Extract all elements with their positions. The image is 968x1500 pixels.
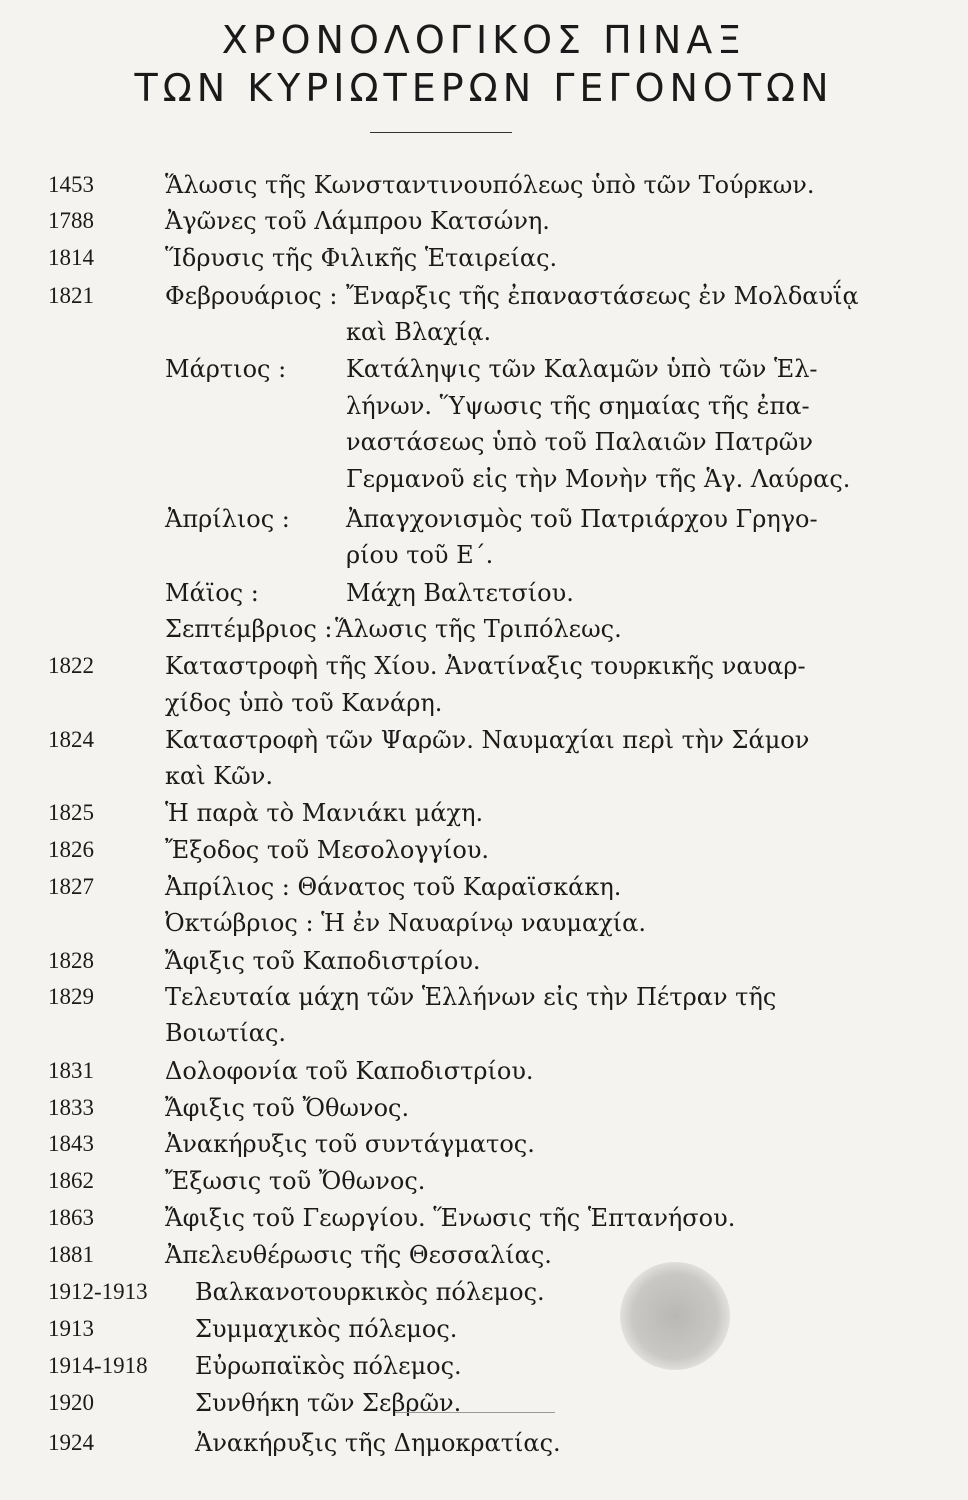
- entry-year: 1826: [48, 837, 94, 862]
- entry-text: Μάχη Βαλτετσίου.: [346, 579, 574, 607]
- entry-month: Φεβρουάριος :: [165, 282, 338, 310]
- entry-text: Ἵδρυσις τῆς Φιλικῆς Ἑταιρείας.: [165, 244, 558, 272]
- entry-text: Ἀνακήρυξις τῆς Δημοκρατίας.: [195, 1429, 561, 1457]
- entry-text: Ἔναρξις τῆς ἐπαναστάσεως ἐν Μολδαυΐᾳ: [346, 282, 859, 310]
- entry-text: Ἀγῶνες τοῦ Λάμπρου Κατσώνη.: [165, 207, 550, 235]
- title-divider: [370, 132, 512, 133]
- entry-text: Καταστροφὴ τῆς Χίου. Ἀνατίναξις τουρκικῆς ναυαρ-: [165, 652, 806, 680]
- bottom-divider: [395, 1412, 555, 1413]
- entry-text: Βαλκανοτουρκικὸς πόλεμος.: [195, 1278, 545, 1306]
- entry-year: 1920: [48, 1390, 94, 1415]
- entry-text: Εὐρωπαϊκὸς πόλεμος.: [195, 1352, 462, 1380]
- entry-text: Ἔξοδος τοῦ Μεσολογγίου.: [165, 836, 490, 864]
- entry-year: 1828: [48, 948, 94, 973]
- entry-text: Ἀπελευθέρωσις τῆς Θεσσαλίας.: [165, 1241, 552, 1269]
- entry-text-continued: ρίου τοῦ Ε΄.: [346, 541, 494, 569]
- entry-year: 1913: [48, 1316, 94, 1341]
- entry-text: Ἀνακήρυξις τοῦ συντάγματος.: [165, 1130, 535, 1158]
- entry-text: Ἄφιξις τοῦ Γεωργίου. Ἕνωσις τῆς Ἑπτανήσου.: [165, 1204, 736, 1232]
- entry-text: Ἀπαγχονισμὸς τοῦ Πατριάρχου Γρηγο-: [346, 505, 818, 533]
- entry-year: 1831: [48, 1058, 94, 1083]
- entry-text: Τελευταία μάχη τῶν Ἑλλήνων εἰς τὴν Πέτραν τῆς: [165, 983, 777, 1011]
- entry-month: Μάρτιος :: [165, 355, 287, 383]
- entry-text: Ἀπρίλιος : Θάνατος τοῦ Καραϊσκάκη.: [165, 873, 622, 901]
- entry-year: 1914-1918: [48, 1353, 148, 1378]
- entry-year: 1825: [48, 800, 94, 825]
- entry-text: Δολοφονία τοῦ Καποδιστρίου.: [165, 1057, 534, 1085]
- entry-text: Κατάληψις τῶν Καλαμῶν ὑπὸ τῶν Ἑλ-: [346, 355, 818, 383]
- entry-text-continued: καὶ Κῶν.: [165, 762, 273, 790]
- entry-year: 1912-1913: [48, 1279, 148, 1304]
- entry-text: Συνθήκη τῶν Σεβρῶν.: [195, 1389, 462, 1417]
- entry-text: Ἄφιξις τοῦ Ὄθωνος.: [165, 1094, 410, 1122]
- entry-year: 1453: [48, 172, 94, 197]
- paper-stain: [620, 1262, 730, 1370]
- entry-month: Ἀπρίλιος :: [165, 505, 290, 533]
- entry-month: Μάϊος :: [165, 579, 259, 607]
- entry-year: 1863: [48, 1205, 94, 1230]
- entry-year: 1821: [48, 283, 94, 308]
- entry-text: Ἅλωσις τῆς Τριπόλεως.: [335, 615, 622, 643]
- entry-year: 1824: [48, 727, 94, 752]
- entry-text: Καταστροφὴ τῶν Ψαρῶν. Ναυμαχίαι περὶ τὴν Σάμον: [165, 726, 810, 754]
- entry-year: 1788: [48, 208, 94, 233]
- entry-text-continued: Ὀκτώβριος : Ἡ ἐν Ναυαρίνῳ ναυμαχία.: [165, 909, 646, 937]
- entry-year: 1862: [48, 1168, 94, 1193]
- entry-text: Ἡ παρὰ τὸ Μανιάκι μάχη.: [165, 799, 484, 827]
- entry-text-continued: χίδος ὑπὸ τοῦ Κανάρη.: [165, 689, 443, 717]
- entry-text-continued: καὶ Βλαχίᾳ.: [346, 318, 492, 346]
- entry-text-continued: Βοιωτίας.: [165, 1019, 287, 1047]
- entry-text: Ἄφιξις τοῦ Καποδιστρίου.: [165, 947, 481, 975]
- entry-text: Ἔξωσις τοῦ Ὄθωνος.: [165, 1167, 426, 1195]
- entry-year: 1814: [48, 245, 94, 270]
- entry-year: 1924: [48, 1430, 94, 1455]
- entry-text: Συμμαχικὸς πόλεμος.: [195, 1315, 458, 1343]
- entry-year: 1881: [48, 1242, 94, 1267]
- entry-year: 1822: [48, 653, 94, 678]
- entry-text: Ἅλωσις τῆς Κωνσταντινουπόλεως ὑπὸ τῶν Τούρκων.: [165, 171, 815, 199]
- entry-year: 1833: [48, 1095, 94, 1120]
- entry-year: 1843: [48, 1131, 94, 1156]
- page-title-line-2: ΤΩΝ ΚΥΡΙΩΤΕΡΩΝ ΓΕΓΟΝΟΤΩΝ: [134, 66, 834, 110]
- page-title-line-1: ΧΡΟΝΟΛΟΓΙΚΟΣ ΠΙΝΑΞ: [221, 18, 747, 62]
- entry-month: Σεπτέμβριος :: [165, 615, 333, 643]
- entry-year: 1827: [48, 874, 94, 899]
- entry-text-continued: ναστάσεως ὑπὸ τοῦ Παλαιῶν Πατρῶν: [346, 428, 813, 456]
- entry-text-continued: Γερμανοῦ εἰς τὴν Μονὴν τῆς Ἁγ. Λαύρας.: [346, 465, 851, 493]
- entry-year: 1829: [48, 984, 94, 1009]
- entry-text-continued: λήνων. Ὕψωσις τῆς σημαίας τῆς ἐπα-: [346, 392, 810, 420]
